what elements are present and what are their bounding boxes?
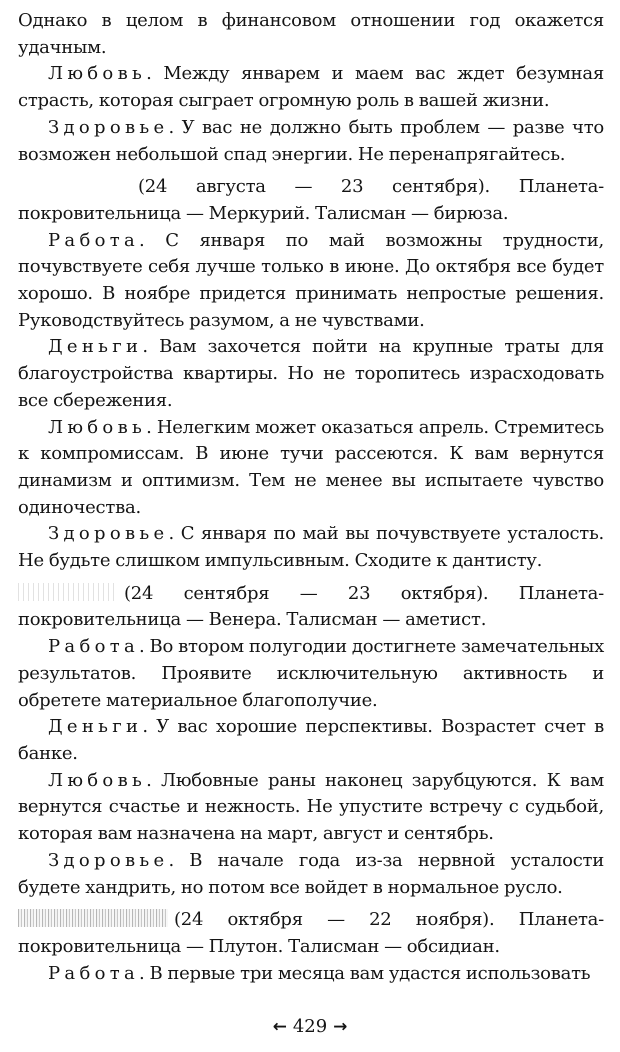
paragraph-love: Любовь. Нелегким может оказаться апрель. Стремитесь к компромиссам. В июне тучи рассеются. К вам вернутся динамизм и оптимизм. Тем не менее вы испытаете чувство одиночества. [18,416,604,518]
section-label: Здоровье [48,523,169,545]
section-label: Здоровье [48,116,169,138]
sign-name-placeholder [44,176,132,194]
body-text [18,8,604,987]
right-arrow-icon: → [333,1017,348,1037]
section-label: Любовь [48,416,147,438]
paragraph-money: Деньги. Вам захочется пойти на крупные траты для благоустройства квартиры. Но не торопитесь израсходовать все сбережения. [18,336,604,411]
page-number: 429 [292,1016,328,1037]
paragraph-work: Работа. В первые три месяца вам удастся использовать [48,962,591,984]
paragraph-work: Работа. С января по май возможны трудности, почувствуете себя лучше только в июне. До октября все будет хорошо. В ноябре придется принимать непростые решения. Руководствуйтесь разумом, а не чувствами. [18,229,604,331]
section-label: Работа [48,636,140,658]
sign-heading-virgo: (24 августа — 23 сентября). Планета-покровительница — Меркурий. Талисман — бирюза. [18,176,604,224]
sign-name-scan-artifact [18,909,168,927]
paragraph-love: Любовь. Любовные раны наконец зарубцуются. К вам вернутся счастье и нежность. Не упустите встречу с судьбой, которая вам назначена на март, август и сентябрь. [18,769,604,845]
paragraph-work: Работа. Во втором полугодии достигнете замечательных результатов. Проявите исключительную активность и обретете материальное благополучие. [18,636,604,711]
section-label: Здоровье [48,849,169,871]
sign-name-smudge [18,583,118,601]
sign-heading-scorpio: (24 октября — 22 ноября). Планета-покровительница — Плутон. Талисман — обсидиан. [18,909,604,957]
paragraph-money: Деньги. У вас хорошие перспективы. Возрастет счет в банке. [18,716,604,764]
section-label: Деньги [48,336,143,358]
paragraph: Однако в целом в финансовом отношении год окажется удачным. [18,10,604,58]
page-footer [0,1016,620,1037]
section-label: Любовь [48,63,147,85]
left-arrow-icon: ← [272,1017,287,1037]
paragraph-health: Здоровье. У вас не должно быть проблем — разве что возможен небольшой спад энергии. Не перенапрягайтесь. [18,116,604,165]
paragraph-love: Любовь. Между январем и маем вас ждет безумная страсть, которая сыграет огромную роль в вашей жизни. [18,63,604,112]
paragraph-health: Здоровье. С января по май вы почувствуете усталость. Не будьте слишком импульсивным. Сходите к дантисту. [18,523,604,572]
section-label: Работа [48,962,140,984]
sign-heading-libra: (24 сентября — 23 октября). Планета-покровительница — Венера. Талисман — аметист. [18,582,604,631]
paragraph-health: Здоровье. В начале года из-за нервной усталости будете хандрить, но потом все войдет в нормальное русло. [18,849,604,898]
section-label: Деньги [48,716,143,738]
section-label: Работа [48,229,140,251]
section-label: Любовь [48,769,147,791]
